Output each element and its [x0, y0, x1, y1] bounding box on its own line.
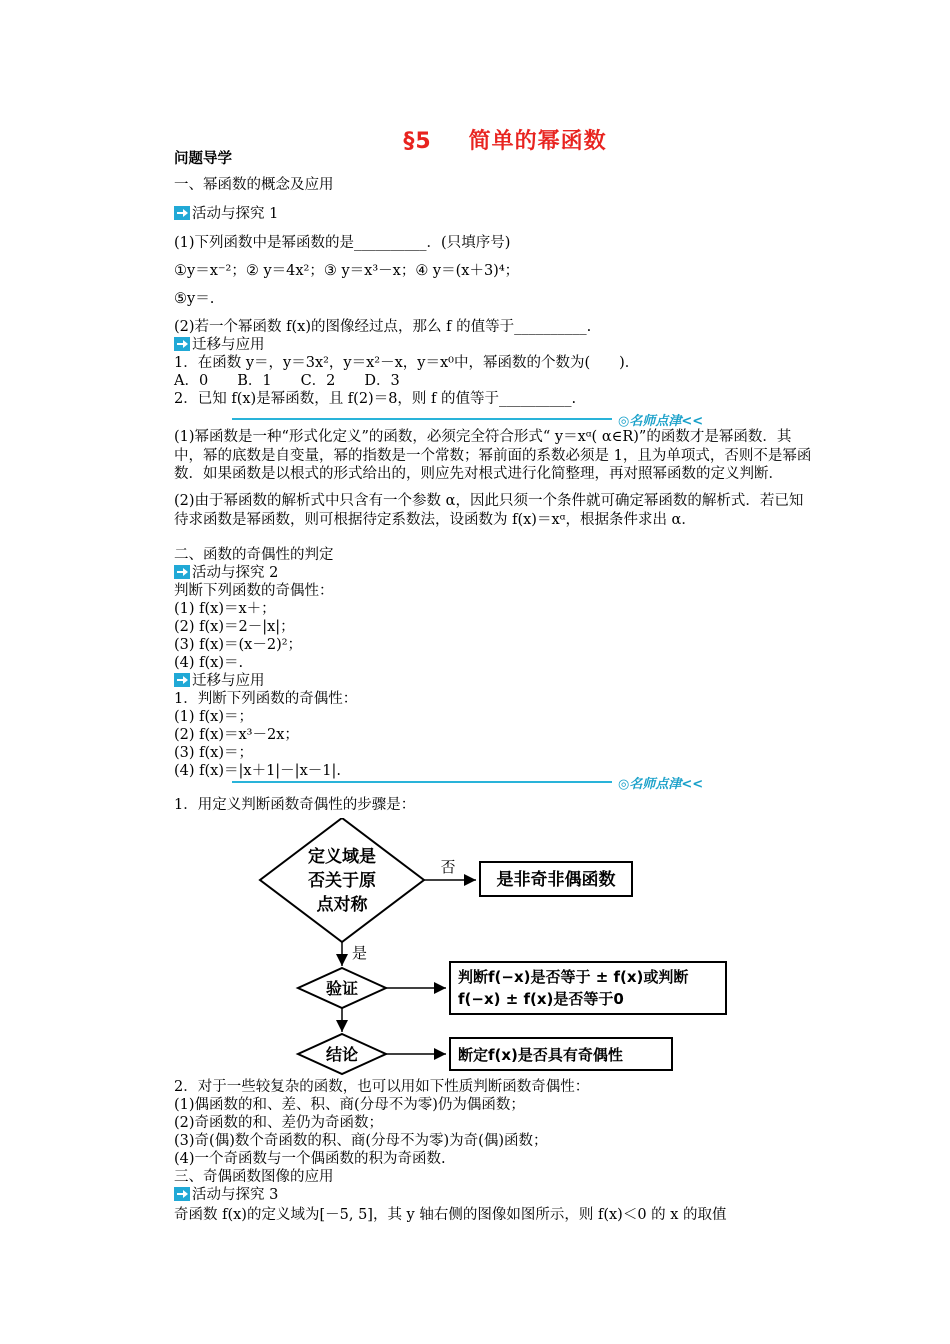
divider-line	[232, 781, 612, 783]
activity2-item: (1) f(x)＝x＋；	[174, 601, 276, 617]
note2-step-title: 1．用定义判断函数奇偶性的步骤是：	[174, 797, 416, 813]
arrow-icon	[174, 565, 190, 579]
section-title: 简单的幂函数	[468, 129, 607, 154]
decision-text-line: 定义域是	[308, 847, 376, 867]
parity-flowchart	[240, 818, 740, 1080]
divider-line	[232, 418, 612, 420]
migration1-choices: A．0 B．1 C．2 D．3	[174, 373, 400, 389]
activity-label-text: 活动与探究 1	[192, 206, 279, 222]
no-result-text: 是非奇非偶函数	[496, 870, 616, 890]
activity2-item: (2) f(x)＝2－|x|；	[174, 619, 295, 635]
activity-label-text: 活动与探究 3	[192, 1187, 279, 1203]
migration2-item: (1) f(x)＝；	[174, 709, 254, 725]
activity1-options: ①y＝x⁻²；② y＝4x²；③ y＝x³－x；④ y＝(x＋3)⁴；	[174, 263, 520, 279]
activity-label-1	[174, 205, 278, 223]
note1-paragraph1: (1)幂函数是一种“形式化定义”的函数，必须完全符合形式“ y＝xᵅ( α∈R)”的函数才是幂函数．其中，幂的底数是自变量，幂的指数是一个常数；幂前面的系数必须是 1，且为单项式，否则不是幂函数．如果函数是以根式的形式给出的，则应先对根式进行化简整理，再对照幂函数的定义判断．	[174, 429, 812, 482]
tips-divider-1	[232, 410, 718, 428]
conclude-result-text: 断定f(x)是否具有奇偶性	[458, 1046, 623, 1064]
activity-label-2	[174, 564, 278, 582]
divider-label: ◎名师点津<<	[618, 777, 704, 792]
section-heading-3: 三、奇偶函数图像的应用	[174, 1169, 334, 1185]
migration-label-text: 迁移与应用	[192, 673, 265, 689]
verify-box-line: f(−x) ± f(x)是否等于0	[458, 990, 624, 1008]
section-number: §5	[403, 129, 432, 154]
migration2-item: (4) f(x)＝|x＋1|－|x－1|.	[174, 763, 341, 779]
decision-text-line: 否关于原	[308, 871, 376, 891]
decision-text-line: 点对称	[316, 895, 368, 915]
migration2-intro: 1．判断下列函数的奇偶性：	[174, 691, 358, 707]
no-label: 否	[440, 858, 456, 876]
verify-box-line: 判断f(−x)是否等于 ± f(x)或判断	[458, 968, 689, 986]
note1-paragraph2: (2)由于幂函数的解析式中只含有一个参数 α，因此只须一个条件就可确定幂函数的解析式．若已知待求函数是幂函数，则可根据待定系数法，设函数为 f(x)＝xᵅ，根据条件求出 α．	[174, 493, 804, 528]
activity1-option5: ⑤y＝.	[174, 291, 215, 307]
note2-p2-item: (2)奇函数的和、差仍为奇函数；	[174, 1115, 384, 1131]
note2-p2-item: (4)一个奇函数与一个偶函数的积为奇函数.	[174, 1151, 446, 1167]
note2-p2-title: 2．对于一些较复杂的函数，也可以用如下性质判断函数奇偶性：	[174, 1079, 590, 1095]
arrow-icon	[174, 673, 190, 687]
activity3-text: 奇函数 f(x)的定义域为[－5, 5]，其 y 轴右侧的图像如图所示，则 f(x)＜0 的 x 的取值	[174, 1207, 727, 1223]
arrow-icon	[174, 206, 190, 220]
migration2-item: (3) f(x)＝；	[174, 745, 254, 761]
activity-label-text: 活动与探究 2	[192, 565, 279, 581]
conclude-text: 结论	[325, 1045, 359, 1064]
arrow-icon	[174, 337, 190, 351]
divider-label: ◎名师点津<<	[618, 414, 704, 429]
activity2-item: (4) f(x)＝.	[174, 655, 244, 671]
verify-text: 验证	[325, 979, 359, 998]
tips-divider-2	[232, 773, 718, 791]
activity1-question1: (1)下列函数中是幂函数的是__________．(只填序号)	[174, 235, 511, 251]
activity2-intro: 判断下列函数的奇偶性：	[174, 583, 334, 599]
section-heading-1: 一、幂函数的概念及应用	[174, 177, 334, 193]
migration-label-2	[174, 672, 265, 690]
guide-heading: 问题导学	[174, 151, 232, 167]
note2-p2-item: (3)奇(偶)数个奇函数的积、商(分母不为零)为奇(偶)函数；	[174, 1133, 548, 1149]
activity1-question2: (2)若一个幂函数 f(x)的图像经过点，那么 f 的值等于__________.	[174, 319, 592, 335]
migration1-line1: 1．在函数 y＝，y＝3x²，y＝x²－x，y＝x⁰中，幂函数的个数为( )．	[174, 355, 640, 371]
section-heading-2: 二、函数的奇偶性的判定	[174, 547, 334, 563]
migration-label-1	[174, 336, 265, 354]
yes-label: 是	[352, 944, 368, 962]
arrow-icon	[174, 1187, 190, 1201]
migration2-item: (2) f(x)＝x³－2x；	[174, 727, 299, 743]
migration-label-text: 迁移与应用	[192, 337, 265, 353]
migration1-line3: 2．已知 f(x)是幂函数，且 f(2)＝8，则 f 的值等于__________.	[174, 391, 577, 407]
activity-label-3	[174, 1186, 278, 1204]
activity2-item: (3) f(x)＝(x－2)²；	[174, 637, 303, 653]
page-title	[0, 124, 950, 155]
note2-p2-item: (1)偶函数的和、差、积、商(分母不为零)仍为偶函数；	[174, 1097, 525, 1113]
